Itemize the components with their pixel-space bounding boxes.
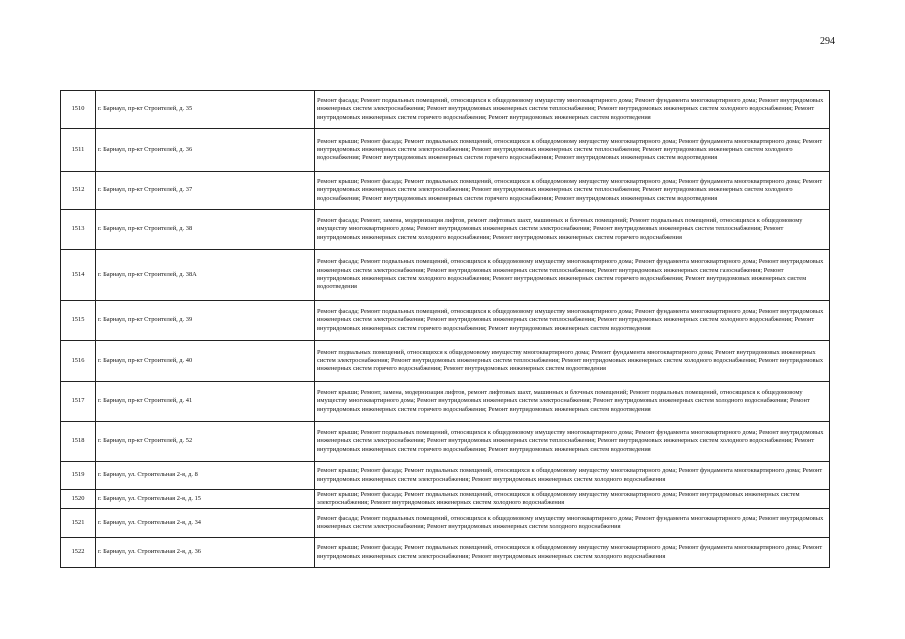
row-works: Ремонт крыши; Ремонт фасада; Ремонт подвальных помещений, относящихся к общедомовому имуществу многоквартирного дома; Ремонт фундамента многоквартирного дома; Ремонт внутридомовых инженерных систем электроснабжения; Ремонт внутридомовых инженерных систем теплоснабжения; Ремонт внутридомовых инженерных систем холодного водоснабжения; Ремонт внутридомовых инженерных систем горячего водоснабжения; Ремонт внутридомовых инженерных систем водоотведения <box>315 129 830 172</box>
row-works: Ремонт фасада; Ремонт подвальных помещений, относящихся к общедомовому имуществу многоквартирного дома; Ремонт фундамента многоквартирного дома; Ремонт внутридомовых инженерных систем электроснабжения; Ремонт внутридомовых инженерных систем теплоснабжения; Ремонт внутридомовых инженерных систем холодного водоснабжения; Ремонт внутридомовых инженерных систем горячего водоснабжения; Ремонт внутридомовых инженерных систем водоотведения <box>315 91 830 129</box>
row-works: Ремонт крыши; Ремонт фасада; Ремонт подвальных помещений, относящихся к общедомовому имуществу многоквартирного дома; Ремонт внутридомовых инженерных систем электроснабжения; Ремонт внутридомовых инженерных систем холодного водоснабжения <box>315 490 830 509</box>
row-address: г. Барнаул, пр-кт Строителей, д. 41 <box>96 382 315 422</box>
row-number: 1515 <box>61 301 96 341</box>
row-works: Ремонт крыши; Ремонт фасада; Ремонт подвальных помещений, относящихся к общедомовому имуществу многоквартирного дома; Ремонт фундамента многоквартирного дома; Ремонт внутридомовых инженерных систем электроснабжения; Ремонт внутридомовых инженерных систем холодного водоснабжения <box>315 538 830 568</box>
row-works: Ремонт подвальных помещений, относящихся к общедомовому имуществу многоквартирного дома; Ремонт фундамента многоквартирного дома; Ремонт внутридомовых инженерных систем электроснабжения; Ремонт внутридомовых инженерных систем теплоснабжения; Ремонт внутридомовых инженерных систем холодного водоснабжения; Ремонт внутридомовых инженерных систем горячего водоснабжения; Ремонт внутридомовых инженерных систем водоотведения <box>315 341 830 382</box>
table-row <box>61 382 830 422</box>
row-number: 1517 <box>61 382 96 422</box>
row-address: г. Барнаул, ул. Строительная 2-я, д. 34 <box>96 509 315 538</box>
row-address: г. Барнаул, пр-кт Строителей, д. 39 <box>96 301 315 341</box>
row-number: 1511 <box>61 129 96 172</box>
row-address: г. Барнаул, пр-кт Строителей, д. 52 <box>96 422 315 462</box>
table-row <box>61 250 830 301</box>
table-row <box>61 129 830 172</box>
row-works: Ремонт крыши; Ремонт подвальных помещений, относящихся к общедомовому имуществу многоквартирного дома; Ремонт фундамента многоквартирного дома; Ремонт внутридомовых инженерных систем электроснабжения; Ремонт внутридомовых инженерных систем теплоснабжения; Ремонт внутридомовых инженерных систем холодного водоснабжения; Ремонт внутридомовых инженерных систем горячего водоснабжения; Ремонт внутридомовых инженерных систем водоотведения <box>315 422 830 462</box>
row-address: г. Барнаул, пр-кт Строителей, д. 36 <box>96 129 315 172</box>
row-number: 1513 <box>61 210 96 250</box>
row-number: 1512 <box>61 172 96 210</box>
table-row <box>61 341 830 382</box>
row-number: 1521 <box>61 509 96 538</box>
row-address: г. Барнаул, пр-кт Строителей, д. 38 <box>96 210 315 250</box>
row-number: 1519 <box>61 462 96 490</box>
row-number: 1516 <box>61 341 96 382</box>
row-works: Ремонт крыши; Ремонт фасада; Ремонт подвальных помещений, относящихся к общедомовому имуществу многоквартирного дома; Ремонт фундамента многоквартирного дома; Ремонт внутридомовых инженерных систем электроснабжения; Ремонт внутридомовых инженерных систем холодного водоснабжения <box>315 462 830 490</box>
row-number: 1518 <box>61 422 96 462</box>
row-address: г. Барнаул, пр-кт Строителей, д. 37 <box>96 172 315 210</box>
row-address: г. Барнаул, ул. Строительная 2-я, д. 36 <box>96 538 315 568</box>
row-works: Ремонт крыши; Ремонт, замена, модернизация лифтов, ремонт лифтовых шахт, машинных и блочных помещений; Ремонт подвальных помещений, относящихся к общедомовому имуществу многоквартирного дома; Ремонт внутридомовых инженерных систем электроснабжения; Ремонт внутридомовых инженерных систем холодного водоснабжения; Ремонт внутридомовых инженерных систем горячего водоснабжения; Ремонт внутридомовых инженерных систем водоотведения <box>315 382 830 422</box>
table-row <box>61 210 830 250</box>
row-number: 1520 <box>61 490 96 509</box>
table-row <box>61 462 830 490</box>
row-address: г. Барнаул, пр-кт Строителей, д. 40 <box>96 341 315 382</box>
row-address: г. Барнаул, пр-кт Строителей, д. 35 <box>96 91 315 129</box>
page-number: 294 <box>820 36 835 47</box>
row-works: Ремонт фасада; Ремонт подвальных помещений, относящихся к общедомовому имуществу многоквартирного дома; Ремонт фундамента многоквартирного дома; Ремонт внутридомовых инженерных систем электроснабжения; Ремонт внутридомовых инженерных систем теплоснабжения; Ремонт внутридомовых инженерных систем газоснабжения; Ремонт внутридомовых инженерных систем холодного водоснабжения; Ремонт внутридомовых инженерных систем горячего водоснабжения; Ремонт внутридомовых инженерных систем водоотведения <box>315 250 830 301</box>
row-address: г. Барнаул, ул. Строительная 2-я, д. 15 <box>96 490 315 509</box>
table-row <box>61 490 830 509</box>
row-works: Ремонт фасада; Ремонт, замена, модернизация лифтов, ремонт лифтовых шахт, машинных и блочных помещений; Ремонт подвальных помещений, относящихся к общедомовому имуществу многоквартирного дома; Ремонт внутридомовых инженерных систем электроснабжения; Ремонт внутридомовых инженерных систем теплоснабжения; Ремонт внутридомовых инженерных систем холодного водоснабжения; Ремонт внутридомовых инженерных систем горячего водоснабжения <box>315 210 830 250</box>
table-row <box>61 538 830 568</box>
row-number: 1514 <box>61 250 96 301</box>
row-works: Ремонт крыши; Ремонт фасада; Ремонт подвальных помещений, относящихся к общедомовому имуществу многоквартирного дома; Ремонт фундамента многоквартирного дома; Ремонт внутридомовых инженерных систем электроснабжения; Ремонт внутридомовых инженерных систем теплоснабжения; Ремонт внутридомовых инженерных систем холодного водоснабжения; Ремонт внутридомовых инженерных систем горячего водоснабжения; Ремонт внутридомовых инженерных систем водоотведения <box>315 172 830 210</box>
table-row <box>61 172 830 210</box>
row-address: г. Барнаул, пр-кт Строителей, д. 38А <box>96 250 315 301</box>
row-address: г. Барнаул, ул. Строительная 2-я, д. 8 <box>96 462 315 490</box>
row-number: 1522 <box>61 538 96 568</box>
table-row <box>61 91 830 129</box>
row-works: Ремонт фасада; Ремонт подвальных помещений, относящихся к общедомовому имуществу многоквартирного дома; Ремонт фундамента многоквартирного дома; Ремонт внутридомовых инженерных систем электроснабжения; Ремонт внутридомовых инженерных систем холодного водоснабжения <box>315 509 830 538</box>
table-row <box>61 301 830 341</box>
table-row <box>61 422 830 462</box>
works-table <box>60 90 830 568</box>
row-number: 1510 <box>61 91 96 129</box>
table-row <box>61 509 830 538</box>
row-works: Ремонт фасада; Ремонт подвальных помещений, относящихся к общедомовому имуществу многоквартирного дома; Ремонт фундамента многоквартирного дома; Ремонт внутридомовых инженерных систем электроснабжения; Ремонт внутридомовых инженерных систем теплоснабжения; Ремонт внутридомовых инженерных систем холодного водоснабжения; Ремонт внутридомовых инженерных систем горячего водоснабжения; Ремонт внутридомовых инженерных систем водоотведения <box>315 301 830 341</box>
